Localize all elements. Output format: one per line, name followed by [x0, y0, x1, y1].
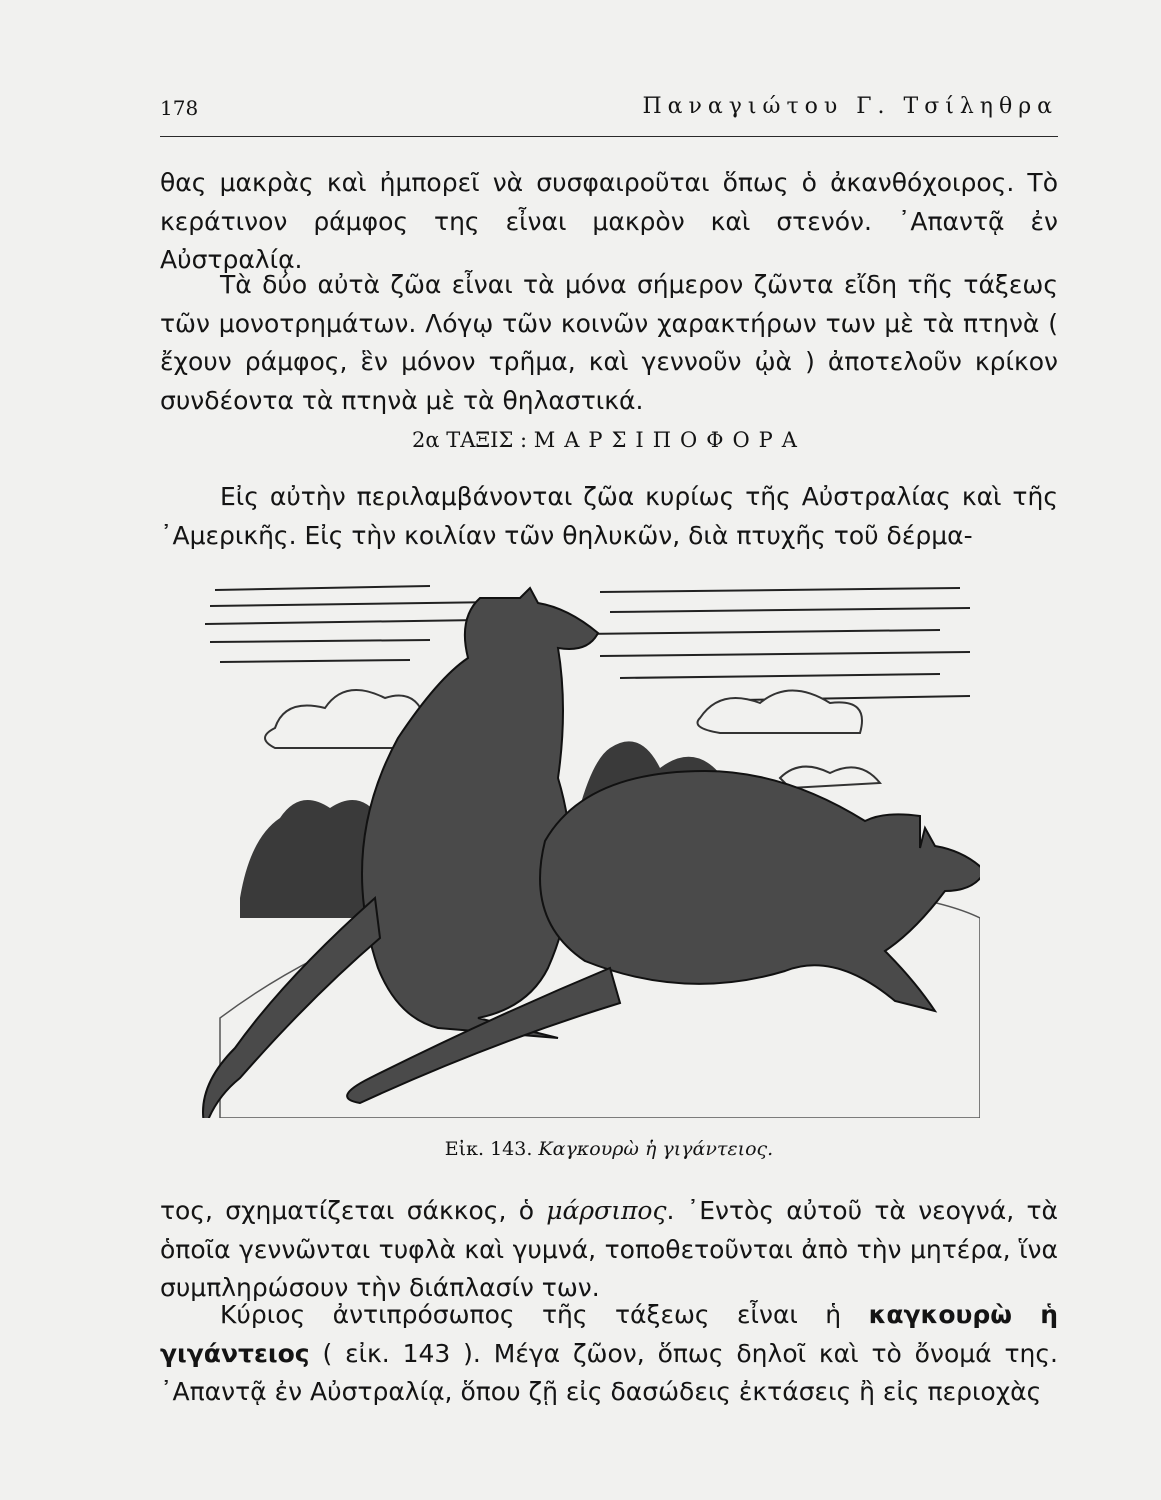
- figure-caption: [160, 1138, 1058, 1160]
- paragraph-5: [160, 1296, 1058, 1412]
- paragraph-4-after: . ᾿Εντὸς αὐτοῦ τὰ νεογνά, τὰ ὁποῖα γεννῶνται τυφλὰ καὶ γυμνά, τοποθετοῦνται ἀπὸ τὴν μητέρα, ἵνα συμπληρώσουν τὴν διάπλασίν των.: [160, 1196, 1058, 1302]
- paragraph-4-before: τος, σχηματίζεται σάκκος, ὁ: [160, 1196, 547, 1225]
- section-name: ΜΑΡΣΙΠΟΦΟΡΑ: [533, 428, 806, 452]
- page-header: [160, 96, 1058, 137]
- kangaroo-illustration: [180, 578, 980, 1118]
- page-number: 178: [160, 96, 199, 120]
- figure-label: Εἰκ. 143.: [444, 1138, 533, 1160]
- paragraph-5-term: καγκουρὼ ἡ γιγάντειος: [160, 1300, 1058, 1368]
- section-number: 2α ΤΑΞΙΣ :: [412, 428, 528, 452]
- paragraph-1: θας μακρὰς καὶ ἠμπορεῖ νὰ συσφαιροῦται ὅπως ὁ ἀκανθόχοιρος. Τὸ κεράτινον ράμφος της εἶναι μακρὸν καὶ στενόν. ᾿Απαντᾷ ἐν Αὐστραλίᾳ.: [160, 168, 1058, 274]
- paragraph-5-before: Κύριος ἀντιπρόσωπος τῆς τάξεως εἶναι ἡ: [220, 1300, 869, 1329]
- clouds: [265, 690, 880, 788]
- paragraph-4-term: μάρσιπος: [546, 1196, 667, 1225]
- kangaroo-drawing: [180, 578, 980, 1118]
- figure-description: Καγκουρὼ ἡ γιγάντειος.: [538, 1138, 774, 1160]
- section-heading: [160, 428, 1058, 452]
- paragraph-3: Εἰς αὐτὴν περιλαμβάνονται ζῶα κυρίως τῆς Αὐστραλίας καὶ τῆς ᾿Αμερικῆς. Εἰς τὴν κοιλίαν τῶν θηλυκῶν, διὰ πτυχῆς τοῦ δέρμα-: [160, 482, 1058, 550]
- paragraph-4: [160, 1192, 1058, 1308]
- running-head: Παναγιώτου Γ. Τσίληθρα: [642, 94, 1058, 119]
- paragraph-2: Τὰ δύο αὐτὰ ζῶα εἶναι τὰ μόνα σήμερον ζῶντα εἴδη τῆς τάξεως τῶν μονοτρημάτων. Λόγῳ τῶν κοινῶν χαρακτήρων των μὲ τὰ πτηνὰ ( ἔχουν ράμφος, ἓν μόνον τρῆμα, καὶ γεννοῦν ᾠὰ ) ἀποτελοῦν κρίκον συνδέοντα τὰ πτηνὰ μὲ τὰ θηλαστικά.: [160, 270, 1058, 415]
- paragraph-5-after: ( εἰκ. 143 ). Μέγα ζῶον, ὅπως δηλοῖ καὶ τὸ ὄνομά της. ᾿Απαντᾷ ἐν Αὐστραλίᾳ, ὅπου ζῇ εἰς δασώδεις ἐκτάσεις ἢ εἰς περιοχὰς: [160, 1338, 1058, 1406]
